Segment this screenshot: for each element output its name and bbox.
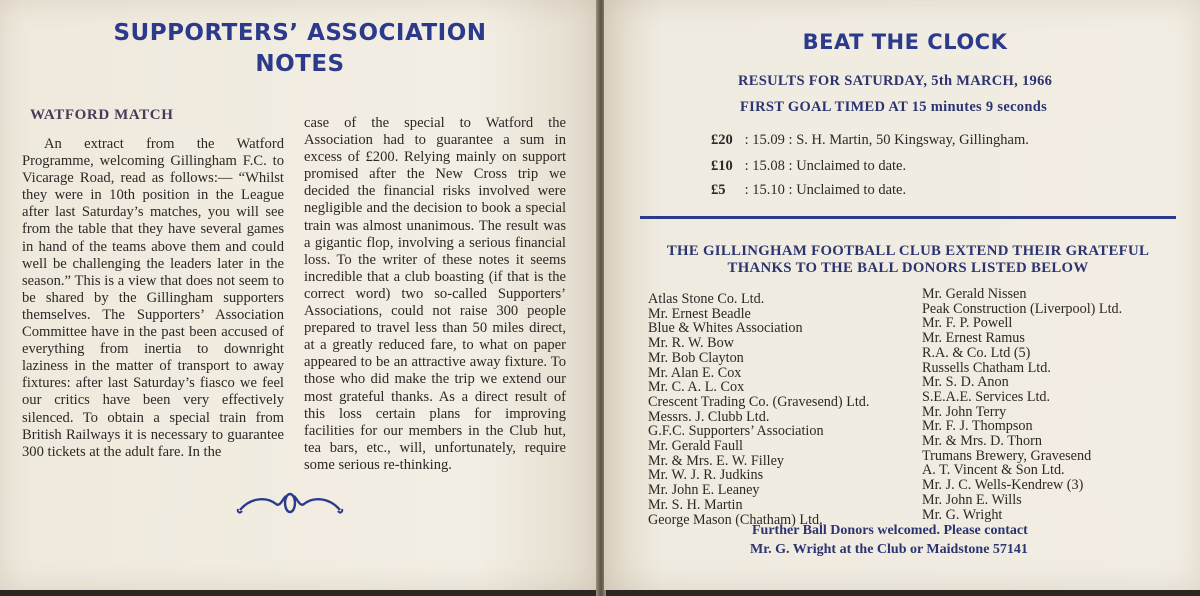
ornament-flourish-icon — [236, 488, 344, 518]
prize-result: S. H. Martin, 50 Kingsway, Gillingham. — [796, 132, 1029, 148]
further-donors-note — [750, 521, 1100, 559]
donor-item: Mr. & Mrs. D. Thorn — [922, 433, 1042, 450]
prize-row — [711, 158, 906, 175]
section-heading-watford-match: WATFORD MATCH — [30, 107, 174, 123]
prize-row — [711, 132, 1029, 149]
donor-list-left — [648, 292, 869, 527]
donor-item: Mr. John E. Leaney — [648, 482, 760, 499]
article-column-left — [22, 136, 284, 461]
donor-item: Mr. Ernest Ramus — [922, 330, 1025, 347]
results-line: RESULTS FOR SATURDAY, 5th MARCH, 1966 — [738, 73, 1053, 89]
donor-item: Blue & Whites Association — [648, 320, 803, 337]
further-donors-line-2: Mr. G. Wright at the Club or Maidstone 57141 — [750, 542, 1028, 557]
donor-item: George Mason (Chatham) Ltd. — [648, 511, 823, 528]
donor-item: Crescent Trading Co. (Gravesend) Ltd. — [648, 393, 870, 410]
ball-donors-heading — [636, 243, 1180, 277]
title-line-2: NOTES — [255, 51, 345, 77]
prize-result: Unclaimed to date. — [796, 182, 907, 198]
prize-amount: £5 — [711, 182, 726, 198]
further-donors-line-1: Further Ball Donors welcomed. Please contact — [752, 523, 1028, 538]
donor-item: Trumans Brewery, Gravesend — [922, 447, 1092, 464]
donor-item: Messrs. J. Clubb Ltd. — [648, 408, 770, 425]
donor-item: Mr. C. A. L. Cox — [648, 379, 745, 396]
prize-amount: £20 — [711, 132, 733, 148]
donor-item: Mr. Alan E. Cox — [648, 364, 742, 381]
donor-item: Mr. Ernest Beadle — [648, 305, 751, 322]
donor-item: Mr. Bob Clayton — [648, 349, 744, 366]
first-goal-line: FIRST GOAL TIMED AT 15 minutes 9 seconds — [740, 99, 1048, 115]
donor-item: Mr. John Terry — [922, 403, 1007, 420]
left-page — [0, 0, 598, 590]
donor-item: Mr. S. H. Martin — [648, 496, 743, 513]
prize-amount: £10 — [711, 158, 733, 174]
article-paragraph-left: An extract from the Watford Programme, welcoming Gillingham F.C. to Vicarage Road, read as follows:— “Whilst they were in 10th position in the League after last Saturday’s matches, you will see from the table that they have several games in hand of the teams above them and could well be challenging the leaders later in the season.” This is a view that does not seem to be shared by the Gillingham supporters themselves. The Supporters’ Association Committee have in the past been accused of everything from inertia to downright laziness in the matter of transport to away fixtures: after last Saturday’s fiasco we feel our critics have been very effectively silenced. To obtain a special train from British Railways it is necessary to guarantee 300 tickets at the adult fare. In the — [22, 136, 284, 460]
prize-time: : 15.09 : — [744, 132, 793, 148]
donor-item: Mr. F. P. Powell — [922, 315, 1013, 332]
ball-donors-heading-line-1: THE GILLINGHAM FOOTBALL CLUB EXTEND THEIR GRATEFUL — [666, 243, 1150, 259]
donor-item: R.A. & Co. Ltd (5) — [922, 344, 1031, 361]
donor-item: Mr. G. Wright — [922, 506, 1003, 523]
prize-time: : 15.10 : — [744, 182, 793, 198]
supporters-association-title — [80, 18, 520, 80]
donor-item: Mr. John E. Wills — [922, 491, 1022, 508]
ball-donors-heading-line-2: THANKS TO THE BALL DONORS LISTED BELOW — [727, 260, 1089, 276]
donor-item: Mr. Gerald Nissen — [922, 286, 1027, 302]
donor-item: G.F.C. Supporters’ Association — [648, 423, 824, 440]
donor-item: Mr. J. C. Wells-Kendrew (3) — [922, 477, 1084, 494]
donor-item: Mr. & Mrs. E. W. Filley — [648, 452, 784, 469]
article-column-right — [304, 115, 566, 474]
donor-item: Mr. S. D. Anon — [922, 374, 1009, 391]
donor-list-right — [922, 287, 1122, 522]
donor-item: S.E.A.E. Services Ltd. — [922, 388, 1051, 405]
beat-the-clock-title: BEAT THE CLOCK — [802, 30, 1008, 54]
title-line-1: SUPPORTERS’ ASSOCIATION — [113, 20, 487, 46]
donor-item: Mr. F. J. Thompson — [922, 418, 1033, 435]
donor-item: A. T. Vincent & Son Ltd. — [922, 462, 1065, 479]
donor-item: Mr. Gerald Faull — [648, 438, 743, 455]
donor-item: Mr. R. W. Bow — [648, 335, 734, 352]
prize-time: : 15.08 : — [744, 158, 793, 174]
article-paragraph-right: case of the special to Watford the Association had to guarantee a sum in excess of £200. Relying mainly on support promised after the New Cross trip we decided the financial risks involved were negligible and the decision to book a special train was almost unanimous. The result was a gigantic flop, involving a serious financial loss. To the writer of these notes it seems incredible that a club boasting (if that is the correct word) two so-called Supporters’ Associations, could not raise 300 people prepared to travel less than 50 miles direct, at a greatly reduced fare, to what on paper appeared to be an attractive away fixture. To those who did make the trip we extend our most grateful thanks. As a direct result of this loss certain plans for improving facilities for our members in the Club hut, tea bars, etc., will, unfortunately, require some serious re-thinking. — [304, 115, 566, 473]
prize-result: Unclaimed to date. — [796, 158, 907, 174]
donor-item: Russells Chatham Ltd. — [922, 359, 1051, 376]
divider-rule — [640, 216, 1176, 219]
donor-item: Atlas Stone Co. Ltd. — [648, 291, 765, 307]
prize-row — [711, 182, 906, 199]
donor-item: Peak Construction (Liverpool) Ltd. — [922, 300, 1123, 317]
donor-item: Mr. W. J. R. Judkins — [648, 467, 764, 484]
